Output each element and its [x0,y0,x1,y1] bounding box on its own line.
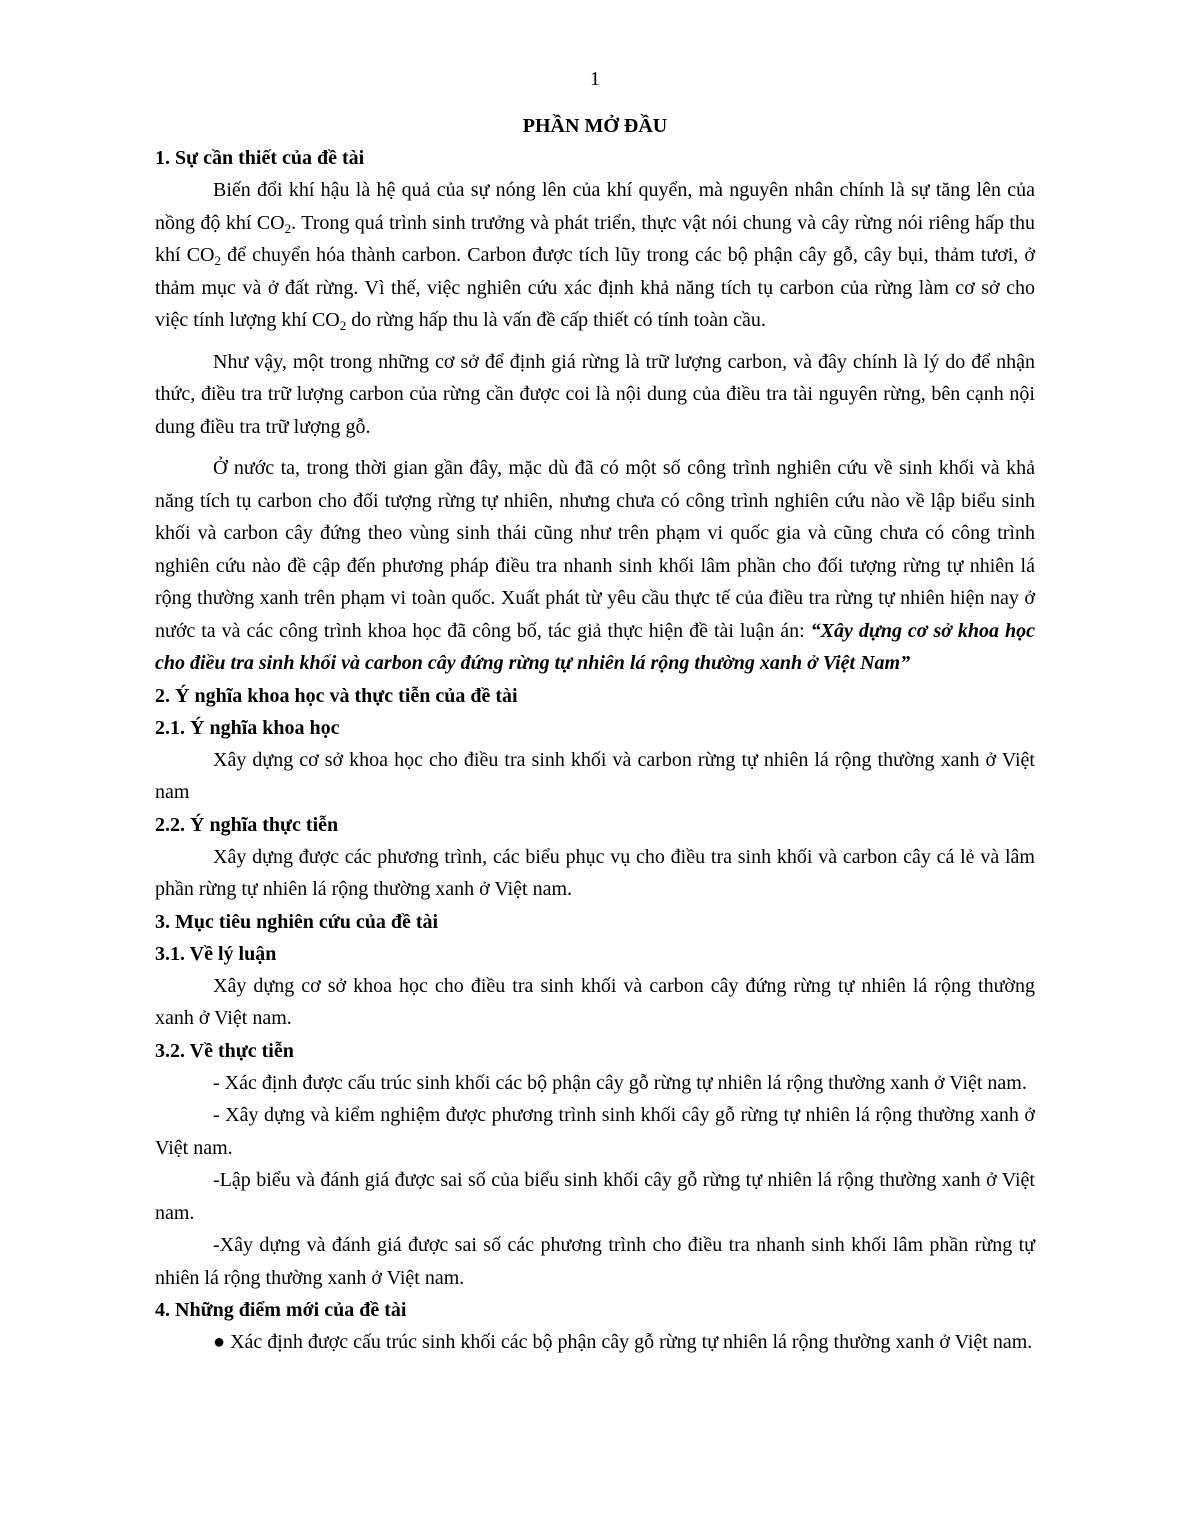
objective-item: -Lập biểu và đánh giá được sai số của biểu sinh khối cây gỗ rừng tự nhiên lá rộng thường xanh ở Việt nam. [155,1169,1035,1224]
section-2-2-text: Xây dựng được các phương trình, các biểu phục vụ cho điều tra sinh khối và carbon cây cá lẻ và lâm phần rừng tự nhiên lá rộng thường xanh ở Việt nam. [155,845,1035,900]
section-1-heading: 1. Sự cần thiết của đề tài [155,147,365,169]
section-3-1-text: Xây dựng cơ sở khoa học cho điều tra sinh khối và carbon cây đứng rừng tự nhiên lá rộng thường xanh ở Việt nam. [155,974,1035,1029]
objective-item: -Xây dựng và đánh giá được sai số các phương trình cho điều tra nhanh sinh khối lâm phần rừng tự nhiên lá rộng thường xanh ở Việt nam. [155,1234,1035,1289]
objective-item: - Xác định được cấu trúc sinh khối các bộ phận cây gỗ rừng tự nhiên lá rộng thường xanh ở Việt nam. [213,1071,1027,1094]
thesis-title: “Xây dựng cơ sở khoa học cho điều tra sinh khối và carbon cây đứng rừng tự nhiên lá rộng thường xanh ở Việt Nam” [155,619,1036,674]
page-title: PHẦN MỞ ĐẦU [522,115,668,137]
section-2-1-heading: 2.1. Ý nghĩa khoa học [155,716,340,739]
section-2-2-heading: 2.2. Ý nghĩa thực tiễn [155,813,339,836]
section-3-1-heading: 3.1. Về lý luận [155,942,277,965]
section-1-paragraph-3: Ở nước ta, trong thời gian gần đây, mặc dù đã có một số công trình nghiên cứu về sinh khối và khả năng tích tụ carbon cho đối tượng rừng tự nhiên, nhưng chưa có công trình nghiên cứu nào về lập biểu sinh khối và carbon cây đứng theo vùng sinh thái cũng như trên phạm vi quốc gia và cũng chưa có công trình nghiên cứu nào đề cập đến phương pháp điều tra nhanh sinh khối lâm phần cho đối tượng rừng tự nhiên lá rộng thường xanh trên phạm vi toàn quốc. Xuất phát từ yêu cầu thực tế của điều tra rừng tự nhiên hiện nay ở nước ta và các công trình khoa học đã công bố, tác giả thực hiện đề tài luận án: “Xây dựng cơ sở khoa học cho điều tra sinh khối và carbon cây đứng rừng tự nhiên lá rộng thường xanh ở Việt Nam” [155,457,1036,674]
section-2-heading: 2. Ý nghĩa khoa học và thực tiễn của đề tài [155,684,518,707]
section-4-heading: 4. Những điểm mới của đề tài [155,1299,407,1321]
page-number: 1 [590,68,600,90]
section-1-paragraph-2: Như vậy, một trong những cơ sở để định giá rừng là trữ lượng carbon, và đây chính là lý do để nhận thức, điều tra trữ lượng carbon của rừng cần được coi là nội dung của điều tra tài nguyên rừng, bên cạnh nội dung điều tra trữ lượng gỗ. [155,350,1035,438]
section-3-2-heading: 3.2. Về thực tiễn [155,1039,294,1062]
document-page [155,64,1035,1359]
section-3-heading: 3. Mục tiêu nghiên cứu của đề tài [155,910,439,933]
section-2-1-text: Xây dựng cơ sở khoa học cho điều tra sinh khối và carbon rừng tự nhiên lá rộng thường xanh ở Việt nam [155,748,1035,803]
section-1-paragraph-1: Biến đổi khí hậu là hệ quả của sự nóng lên của khí quyển, mà nguyên nhân chính là sự tăng lên của nồng độ khí $CO_2$. Trong quá trình sinh trưởng và phát triển, thực vật nói chung và cây rừng nói riêng hấp thu khí $CO_2$ để chuyển hóa thành carbon. Carbon được tích lũy trong các bộ phận cây gỗ, cây bụi, thảm tươi, ở thảm mục và ở đất rừng. Vì thế, việc nghiên cứu xác định khả năng tích tụ carbon của rừng làm cơ sở cho việc tính lượng khí $CO_2$ do rừng hấp thu là vấn đề cấp thiết có tính toàn cầu. [155,179,1035,333]
new-point-item: ● Xác định được cấu trúc sinh khối các bộ phận cây gỗ rừng tự nhiên lá rộng thường xanh ở Việt nam. [213,1331,1033,1353]
objective-item: - Xây dựng và kiểm nghiệm được phương trình sinh khối cây gỗ rừng tự nhiên lá rộng thường xanh ở Việt nam. [155,1104,1035,1159]
